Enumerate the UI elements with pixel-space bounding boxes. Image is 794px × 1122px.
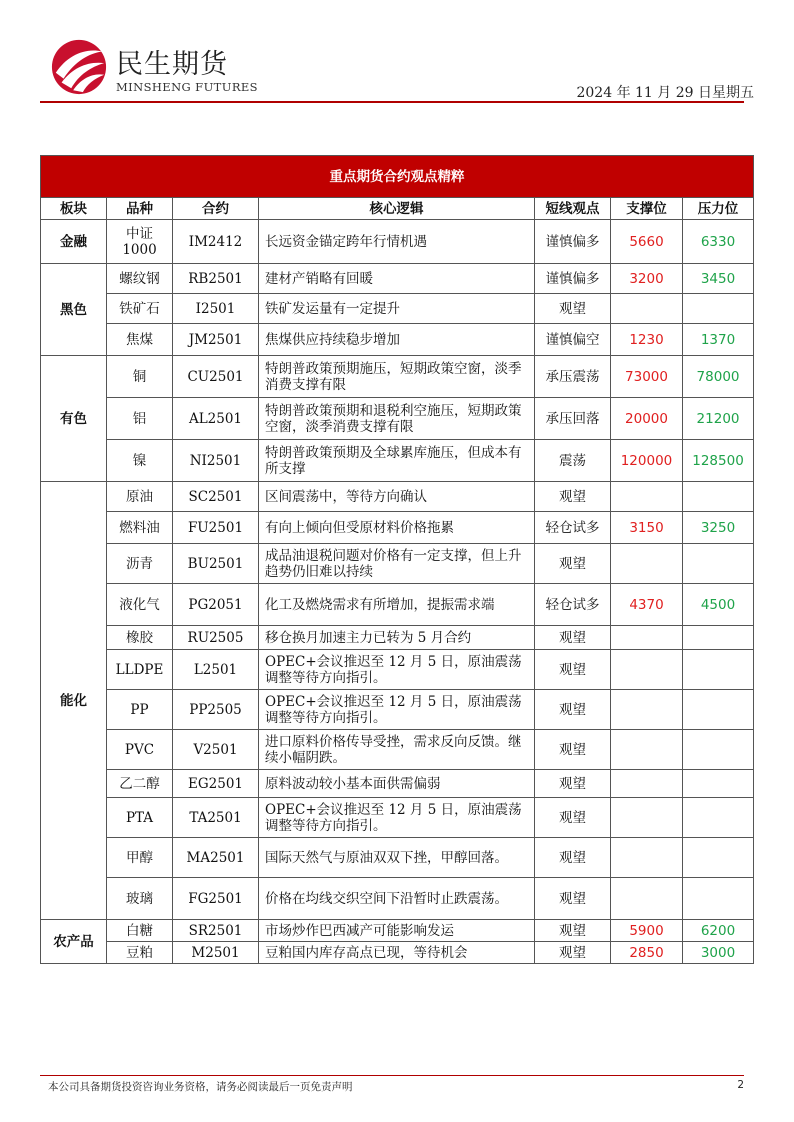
support-cell: 1230 xyxy=(611,324,683,356)
view-cell: 轻仓试多 xyxy=(535,584,611,626)
contract-cell: L2501 xyxy=(173,650,259,690)
logic-cell: 特朗普政策预期施压，短期政策空窗，淡季消费支撑有限 xyxy=(259,356,535,398)
logic-cell: 特朗普政策预期和退税利空施压，短期政策空窗，淡季消费支撑有限 xyxy=(259,398,535,440)
table-row xyxy=(41,324,754,356)
logic-cell: 有向上倾向但受原材料价格拖累 xyxy=(259,512,535,544)
report-date: 2024 年 11 月 29 日星期五 xyxy=(576,85,754,101)
logic-cell: 国际天然气与原油双双下挫，甲醇回落。 xyxy=(259,838,535,878)
contract-cell: SC2501 xyxy=(173,482,259,512)
contract-cell: CU2501 xyxy=(173,356,259,398)
logic-cell: OPEC+会议推迟至 12 月 5 日，原油震荡调整等待方向指引。 xyxy=(259,690,535,730)
support-cell: 5900 xyxy=(611,920,683,942)
view-cell: 谨慎偏空 xyxy=(535,324,611,356)
table-row xyxy=(41,942,754,964)
resistance-cell: 3000 xyxy=(683,942,754,964)
table-row xyxy=(41,220,754,264)
variety-cell: 甲醇 xyxy=(107,838,173,878)
logic-cell: 化工及燃烧需求有所增加，提振需求端 xyxy=(259,584,535,626)
variety-cell: 中证 1000 xyxy=(107,220,173,264)
resistance-cell xyxy=(683,690,754,730)
variety-cell: PP xyxy=(107,690,173,730)
view-cell: 观望 xyxy=(535,544,611,584)
logic-cell: OPEC+会议推迟至 12 月 5 日，原油震荡调整等待方向指引。 xyxy=(259,650,535,690)
variety-cell: 铜 xyxy=(107,356,173,398)
variety-cell: 燃料油 xyxy=(107,512,173,544)
logic-cell: 成品油退税问题对价格有一定支撑，但上升趋势仍旧难以持续 xyxy=(259,544,535,584)
logic-cell: 焦煤供应持续稳步增加 xyxy=(259,324,535,356)
variety-cell: 沥青 xyxy=(107,544,173,584)
view-cell: 谨慎偏多 xyxy=(535,220,611,264)
variety-cell: 原油 xyxy=(107,482,173,512)
page-header xyxy=(40,38,754,102)
support-cell xyxy=(611,626,683,650)
support-cell: 3150 xyxy=(611,512,683,544)
variety-cell: 橡胶 xyxy=(107,626,173,650)
table-row xyxy=(41,544,754,584)
resistance-cell: 78000 xyxy=(683,356,754,398)
view-cell: 观望 xyxy=(535,942,611,964)
variety-cell: 豆粕 xyxy=(107,942,173,964)
variety-cell: 焦煤 xyxy=(107,324,173,356)
table-row xyxy=(41,584,754,626)
page-number: 2 xyxy=(737,1079,744,1091)
resistance-cell xyxy=(683,294,754,324)
support-cell xyxy=(611,878,683,920)
variety-cell: 液化气 xyxy=(107,584,173,626)
contract-cell: V2501 xyxy=(173,730,259,770)
table-row xyxy=(41,730,754,770)
resistance-cell: 3450 xyxy=(683,264,754,294)
support-cell xyxy=(611,798,683,838)
view-cell: 观望 xyxy=(535,878,611,920)
support-cell xyxy=(611,838,683,878)
table-row xyxy=(41,838,754,878)
table-row xyxy=(41,650,754,690)
resistance-cell xyxy=(683,770,754,798)
support-cell: 73000 xyxy=(611,356,683,398)
view-cell: 轻仓试多 xyxy=(535,512,611,544)
footer-divider xyxy=(40,1075,744,1076)
contract-cell: MA2501 xyxy=(173,838,259,878)
variety-cell: PVC xyxy=(107,730,173,770)
sector-cell: 能化 xyxy=(41,482,107,920)
view-cell: 观望 xyxy=(535,482,611,512)
contract-cell: JM2501 xyxy=(173,324,259,356)
contract-cell: RU2505 xyxy=(173,626,259,650)
contract-cell: AL2501 xyxy=(173,398,259,440)
support-cell xyxy=(611,690,683,730)
resistance-cell: 6330 xyxy=(683,220,754,264)
column-header-contract: 合约 xyxy=(173,198,259,220)
sector-cell: 金融 xyxy=(41,220,107,264)
support-cell xyxy=(611,544,683,584)
table-row xyxy=(41,440,754,482)
table-row xyxy=(41,294,754,324)
sector-cell: 农产品 xyxy=(41,920,107,964)
resistance-cell xyxy=(683,626,754,650)
view-cell: 观望 xyxy=(535,294,611,324)
variety-cell: 白糖 xyxy=(107,920,173,942)
logic-cell: 原料波动较小基本面供需偏弱 xyxy=(259,770,535,798)
table-row xyxy=(41,512,754,544)
column-header-variety: 品种 xyxy=(107,198,173,220)
view-cell: 观望 xyxy=(535,730,611,770)
resistance-cell xyxy=(683,730,754,770)
resistance-cell xyxy=(683,838,754,878)
variety-cell: 铁矿石 xyxy=(107,294,173,324)
contract-cell: FG2501 xyxy=(173,878,259,920)
view-cell: 观望 xyxy=(535,838,611,878)
column-header-sector: 板块 xyxy=(41,198,107,220)
resistance-cell: 6200 xyxy=(683,920,754,942)
variety-cell: 镍 xyxy=(107,440,173,482)
support-cell xyxy=(611,770,683,798)
brand-name-cn: 民生期货 xyxy=(116,49,228,80)
variety-cell: LLDPE xyxy=(107,650,173,690)
table-row xyxy=(41,690,754,730)
variety-cell: 乙二醇 xyxy=(107,770,173,798)
view-cell: 观望 xyxy=(535,690,611,730)
column-header-logic: 核心逻辑 xyxy=(259,198,535,220)
support-cell: 2850 xyxy=(611,942,683,964)
sector-cell: 有色 xyxy=(41,356,107,482)
contract-cell: FU2501 xyxy=(173,512,259,544)
contract-cell: PP2505 xyxy=(173,690,259,730)
logic-cell: 进口原料价格传导受挫，需求反向反馈。继续小幅阴跌。 xyxy=(259,730,535,770)
view-cell: 观望 xyxy=(535,650,611,690)
contract-cell: TA2501 xyxy=(173,798,259,838)
contract-cell: RB2501 xyxy=(173,264,259,294)
resistance-cell: 21200 xyxy=(683,398,754,440)
futures-views-table xyxy=(40,155,754,964)
resistance-cell xyxy=(683,878,754,920)
table-title: 重点期货合约观点精粹 xyxy=(41,156,754,198)
table-row xyxy=(41,482,754,512)
contract-cell: I2501 xyxy=(173,294,259,324)
resistance-cell xyxy=(683,482,754,512)
logic-cell: 价格在均线交织空间下沿暂时止跌震荡。 xyxy=(259,878,535,920)
view-cell: 承压震荡 xyxy=(535,356,611,398)
support-cell xyxy=(611,650,683,690)
contract-cell: PG2051 xyxy=(173,584,259,626)
logic-cell: 特朗普政策预期及全球累库施压，但成本有所支撑 xyxy=(259,440,535,482)
resistance-cell: 1370 xyxy=(683,324,754,356)
column-header-resistance: 压力位 xyxy=(683,198,754,220)
view-cell: 观望 xyxy=(535,770,611,798)
view-cell: 谨慎偏多 xyxy=(535,264,611,294)
support-cell: 3200 xyxy=(611,264,683,294)
column-header-support: 支撑位 xyxy=(611,198,683,220)
variety-cell: 螺纹钢 xyxy=(107,264,173,294)
table-row xyxy=(41,264,754,294)
table-row xyxy=(41,920,754,942)
support-cell: 20000 xyxy=(611,398,683,440)
column-header-view: 短线观点 xyxy=(535,198,611,220)
contract-cell: BU2501 xyxy=(173,544,259,584)
view-cell: 承压回落 xyxy=(535,398,611,440)
logic-cell: OPEC+会议推迟至 12 月 5 日，原油震荡调整等待方向指引。 xyxy=(259,798,535,838)
support-cell: 4370 xyxy=(611,584,683,626)
logic-cell: 铁矿发运量有一定提升 xyxy=(259,294,535,324)
table-row xyxy=(41,798,754,838)
header-divider xyxy=(40,101,744,103)
resistance-cell: 128500 xyxy=(683,440,754,482)
resistance-cell: 4500 xyxy=(683,584,754,626)
table-row xyxy=(41,770,754,798)
support-cell xyxy=(611,482,683,512)
contract-cell: SR2501 xyxy=(173,920,259,942)
view-cell: 观望 xyxy=(535,798,611,838)
table-row xyxy=(41,878,754,920)
view-cell: 观望 xyxy=(535,920,611,942)
brand-name-en: MINSHENG FUTURES xyxy=(116,80,258,94)
support-cell: 5660 xyxy=(611,220,683,264)
resistance-cell xyxy=(683,544,754,584)
support-cell xyxy=(611,294,683,324)
view-cell: 震荡 xyxy=(535,440,611,482)
sector-cell: 黑色 xyxy=(41,264,107,356)
resistance-cell xyxy=(683,650,754,690)
table-row xyxy=(41,356,754,398)
table-row xyxy=(41,626,754,650)
table-row xyxy=(41,398,754,440)
logic-cell: 豆粕国内库存高点已现，等待机会 xyxy=(259,942,535,964)
support-cell: 120000 xyxy=(611,440,683,482)
resistance-cell: 3250 xyxy=(683,512,754,544)
view-cell: 观望 xyxy=(535,626,611,650)
contract-cell: EG2501 xyxy=(173,770,259,798)
variety-cell: 玻璃 xyxy=(107,878,173,920)
logic-cell: 区间震荡中，等待方向确认 xyxy=(259,482,535,512)
column-header-row xyxy=(41,198,754,220)
minsheng-logo-icon xyxy=(50,38,108,96)
variety-cell: 铝 xyxy=(107,398,173,440)
resistance-cell xyxy=(683,798,754,838)
logic-cell: 建材产销略有回暖 xyxy=(259,264,535,294)
contract-cell: IM2412 xyxy=(173,220,259,264)
support-cell xyxy=(611,730,683,770)
logic-cell: 长远资金锚定跨年行情机遇 xyxy=(259,220,535,264)
contract-cell: M2501 xyxy=(173,942,259,964)
contract-cell: NI2501 xyxy=(173,440,259,482)
footer-disclaimer: 本公司具备期货投资咨询业务资格，请务必阅读最后一页免责声明 xyxy=(48,1081,353,1093)
variety-cell: PTA xyxy=(107,798,173,838)
logic-cell: 移仓换月加速主力已转为 5 月合约 xyxy=(259,626,535,650)
logic-cell: 市场炒作巴西减产可能影响发运 xyxy=(259,920,535,942)
